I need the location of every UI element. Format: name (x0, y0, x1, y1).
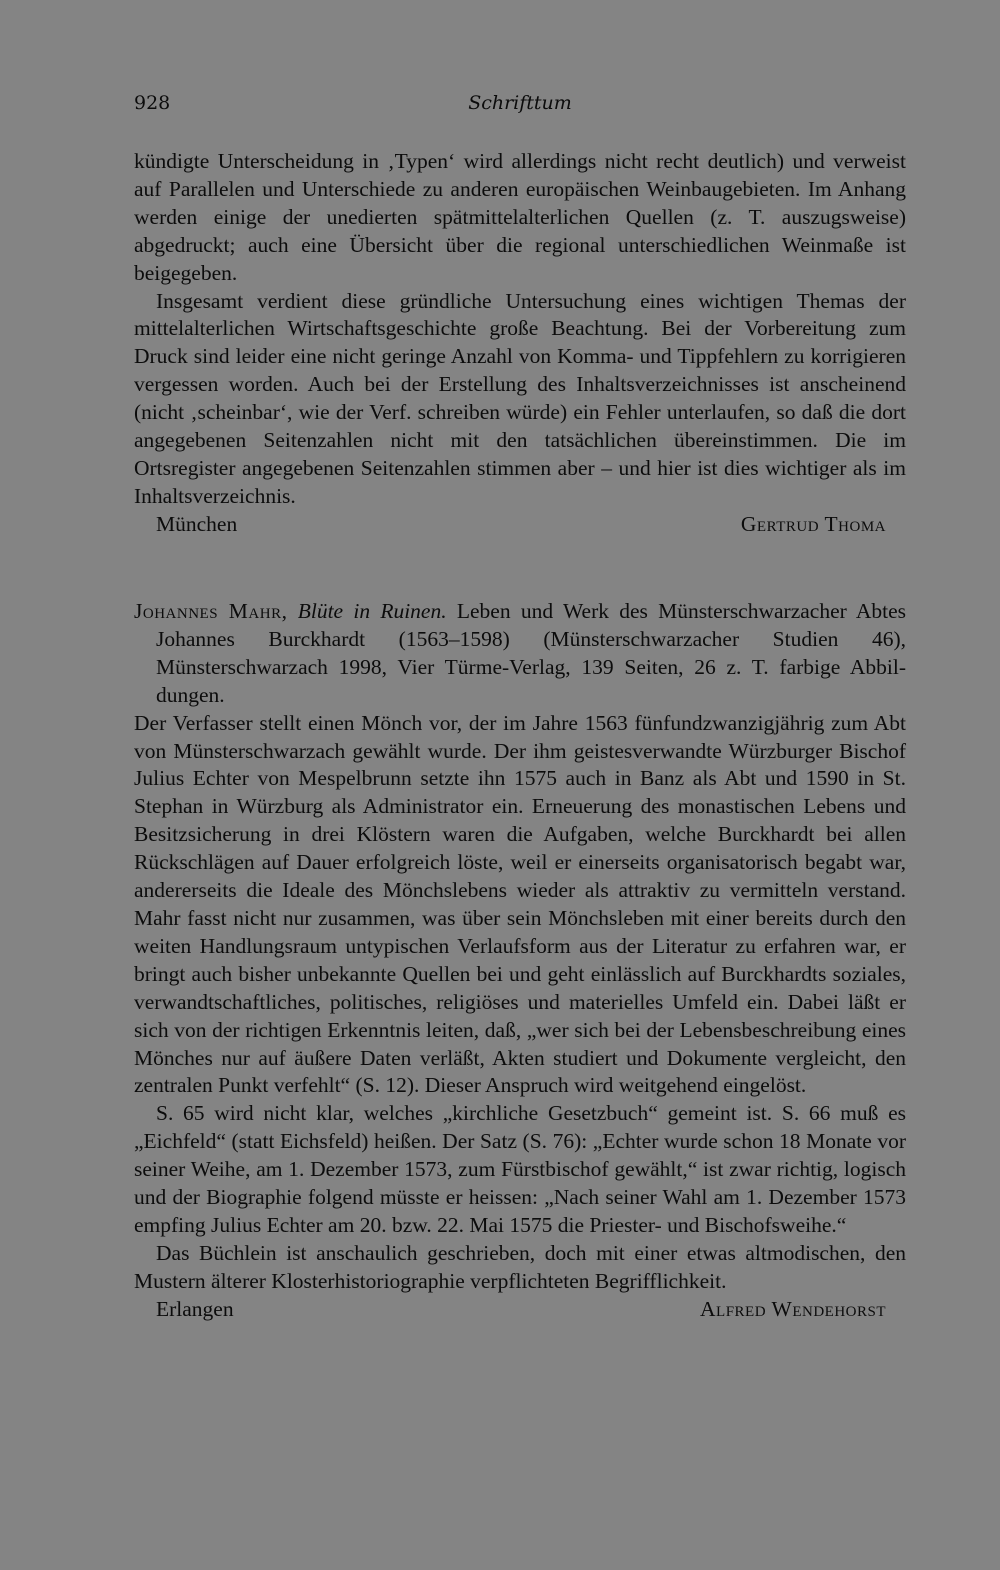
running-title: Schrifttum (468, 92, 572, 114)
review-1-paragraph-1: kündigte Unterscheidung in ‚Typen‘ wird allerdings nicht recht deutlich) und verweist auf Parallelen und Unterschiede zu anderen europäischen Weinbaugebieten. Im Anhang werden einige der unedierten spätmittelalterlichen Quellen (z. T. auszugsweise) abgedruckt; auch eine Übersicht über die regional unterschiedlichen Weinmaße ist beigegeben. (134, 149, 906, 285)
review-1-place: München (156, 511, 238, 536)
review-2-bibliographic-entry (134, 598, 906, 710)
review-2-paragraph-3: Das Büchlein ist anschaulich geschrieben, doch mit einer etwas altmodischen, den Mustern älterer Klosterhistoriographie verpflichteten Begrifflichkeit. (134, 1240, 906, 1293)
review-2-reviewer: Alfred Wendehorst (700, 1296, 886, 1321)
review-1 (134, 148, 906, 539)
review-1-signature (134, 511, 906, 539)
review-2-author: Johannes Mahr, (134, 599, 288, 623)
review-2-paragraph-1: Der Verfasser stellt einen Mönch vor, der im Jahre 1563 fünfundzwanzigjährig zum Abt von Münsterschwarzach gewählt wurde. Der ihm geistesverwandte Würzburger Bischof Julius Echter von Mespelbrunn setzte ihn 1575 auch in Banz als Abt und 1590 in St. Stephan in Würzburg als Administrator ein. Erneuerung des monastischen Lebens und Besitzsicherung in drei Klöstern waren die Aufgaben, welche Burckhardt bei allen Rückschlägen auf Dauer erfolgreich löste, weil er einerseits organisatorisch begabt war, andererseits die Ideale des Mönchslebens wieder als attraktiv zu vermitteln verstand. Mahr fasst nicht nur zusammen, was über sein Mönchsleben mit einer bereits durch den weiten Handlungsraum untypischen Verlaufsform aus der Literatur zu erfahren war, er bringt auch bisher unbekannte Quellen bei und geht einlässlich auf Burckhardts soziales, verwandtschaftliches, politisches, religiöses und materielles Umfeld ein. Dabei läßt er sich von der richtigen Erkenntnis leiten, daß, „wer sich bei der Lebensbeschreibung eines Mönches nur auf äußere Daten verläßt, Akten studiert und Dokumente vergleicht, den zentralen Punkt verfehlt“ (S. 12). Dieser Anspruch wird weitgehend eingelöst. (134, 710, 906, 1098)
running-header (134, 92, 906, 120)
review-2 (134, 598, 906, 1324)
review-2-paragraph-2: S. 65 wird nicht klar, welches „kirchliche Gesetzbuch“ gemeint ist. S. 66 muß es „Eichfeld“ (statt Eichsfeld) heißen. Der Satz (S. 76): „Echter wurde schon 18 Monate vor seiner Weihe, am 1. Dezember 1573, zum Fürstbischof gewählt,“ ist zwar richtig, logisch und der Biographie folgend müsste er heissen: „Nach seiner Wahl am 1. Dezember 1573 empfing Julius Echter am 20. bzw. 22. Mai 1575 die Priester- und Bischofsweihe.“ (134, 1101, 906, 1237)
review-2-citation: Leben und Werk des Münsterschwarzacher Abtes Johannes Burckhardt (1563–1598) (Münsterschwarzacher Studien 46), Münsterschwarzach 1998, Vier Türme-Verlag, 139 Seiten, 26 z. T. farbige Abbildungen. (156, 599, 907, 707)
review-2-title: Blüte in Ruinen. (297, 599, 447, 623)
review-1-reviewer: Gertrud Thoma (740, 511, 886, 536)
review-2-place: Erlangen (156, 1296, 234, 1321)
review-1-paragraph-2: Insgesamt verdient diese gründliche Untersuchung eines wichtigen Themas der mittelalterlichen Wirtschaftsgeschichte große Beachtung. Bei der Vorbereitung zum Druck sind leider eine nicht geringe Anzahl von Komma- und Tippfehlern zu korrigieren vergessen worden. Auch bei der Erstellung des Inhaltsverzeichnisses ist anscheinend (nicht ‚scheinbar‘, wie der Verf. schreiben würde) ein Fehler unterlaufen, so daß die dort angegebenen Seitenzahlen nicht mit den tatsächlichen übereinstimmen. Die im Ortsregister angegebenen Seitenzahlen stimmen aber – und hier ist dies wichtiger als im Inhaltsverzeichnis. (134, 288, 906, 508)
review-2-signature (134, 1296, 906, 1324)
page-number: 928 (134, 92, 171, 114)
